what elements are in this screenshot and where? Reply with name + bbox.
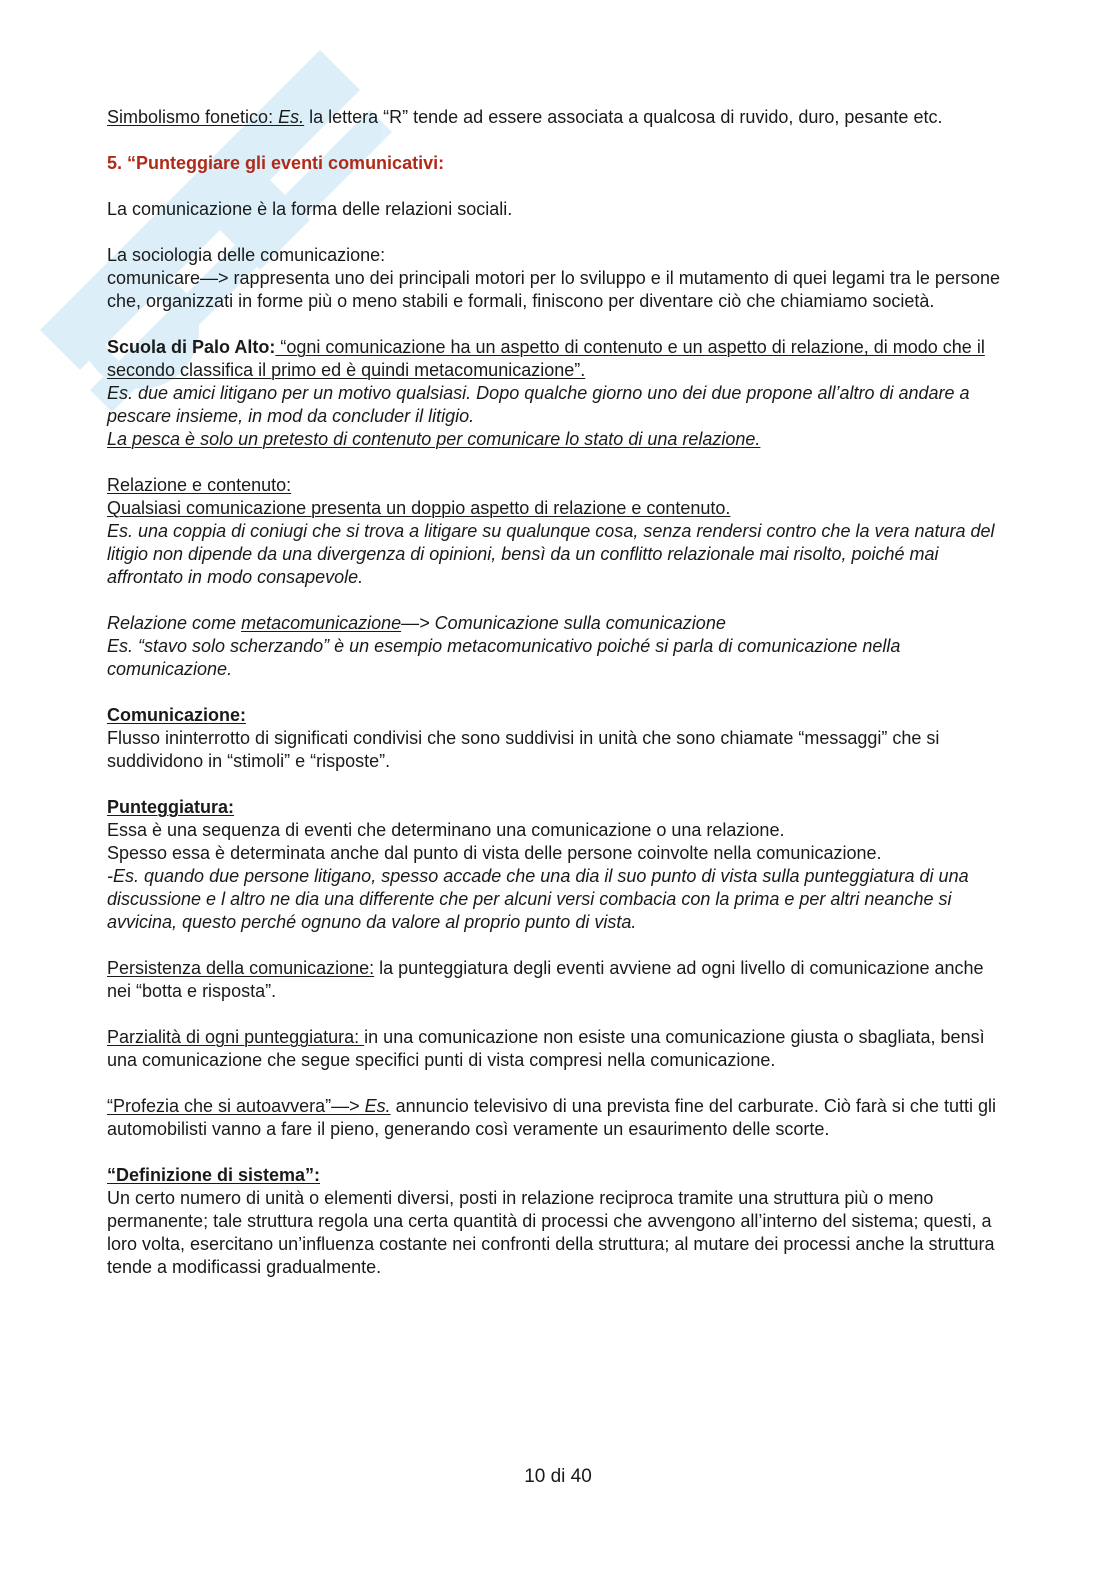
punctuation-line-2: Spesso essa è determinata anche dal punto di vista delle persone coinvolte nella comunicazione. [107, 843, 882, 863]
persistence-text: la punteggiatura degli eventi avviene ad ogni livello di comunicazione anche nei “botta e risposta”. [107, 958, 984, 1001]
relation-content-paragraph [107, 474, 1009, 589]
punctuation-paragraph [107, 796, 1009, 934]
system-text: Un certo numero di unità o elementi diversi, posti in relazione reciproca tramite una struttura più o meno permanente; tale struttura regola una certa quantità di processi che avvengono all’interno del sistema; questi, a loro volta, esercitano un’influenza costante nei confronti della struttura; al mutare dei processi anche la struttura tende a modificassi gradualmente. [107, 1188, 995, 1277]
communication-paragraph [107, 704, 1009, 773]
partiality-paragraph [107, 1026, 1009, 1072]
symbolism-label: Simbolismo fonetico: [107, 107, 274, 127]
communication-title: Comunicazione: [107, 705, 247, 725]
sociology-title: La sociologia delle comunicazione: [107, 245, 386, 265]
page-number: 10 di 40 [524, 1466, 592, 1487]
prophecy-es: Es. [359, 1096, 391, 1116]
palo-alto-label: Scuola di Palo Alto: [107, 337, 276, 357]
palo-alto-conclusion: La pesca è solo un pretesto di contenuto per comunicare lo stato di una relazione. [107, 429, 761, 449]
sociology-text: comunicare—> rappresenta uno dei principali motori per lo sviluppo e il mutamento di quei legami tra le persone che, organizzati in forme più o meno stabili e formali, finiscono per diventare ciò che chiamiamo società. [107, 268, 1000, 311]
palo-alto-example: Es. due amici litigano per un motivo qualsiasi. Dopo qualche giorno uno dei due propone all’altro di andare a pescare insieme, in mod da concluder il litigio. [107, 383, 970, 426]
punctuation-line-1: Essa è una sequenza di eventi che determinano una comunicazione o una relazione. [107, 820, 785, 840]
persistence-label: Persistenza della comunicazione: [107, 958, 375, 978]
prophecy-paragraph [107, 1095, 1009, 1141]
system-paragraph [107, 1164, 1009, 1279]
prophecy-text: annuncio televisivo di una prevista fine del carburate. Ciò farà si che tutti gli automobilisti vanno a fare il pieno, generando così veramente un esaurimento delle scorte. [107, 1096, 996, 1139]
metacommunication-term: metacomunicazione [241, 613, 402, 633]
metacommunication-example: Es. “stavo solo scherzando” è un esempio metacomunicativo poiché si parla di comunicazione nella comunicazione. [107, 636, 901, 679]
system-title: “Definizione di sistema”: [107, 1165, 321, 1185]
symbolism-text: la lettera “R” tende ad essere associata a qualcosa di ruvido, duro, pesante etc. [304, 107, 943, 127]
intro-paragraph: La comunicazione è la forma delle relazioni sociali. [107, 199, 513, 219]
metacommunication-paragraph [107, 612, 1009, 681]
metacommunication-suffix: —> Comunicazione sulla comunicazione [401, 613, 726, 633]
punctuation-title: Punteggiatura: [107, 797, 235, 817]
section-heading: 5. “Punteggiare gli eventi comunicativi: [107, 153, 445, 173]
relation-content-title: Relazione e contenuto: [107, 475, 292, 495]
punctuation-example: -Es. quando due persone litigano, spesso accade che una dia il suo punto di vista sulla punteggiatura di una discussione e l altro ne dia una differente che per alcuni versi combacia con la prima e per altri neanche si avvicina, questo perché ognuno da valore al proprio punto di vista. [107, 866, 969, 932]
metacommunication-prefix: Relazione come [107, 613, 242, 633]
relation-content-example: Es. una coppia di coniugi che si trova a litigare su qualunque cosa, senza rendersi contro che la vera natura del litigio non dipende da una divergenza di opinioni, bensì da un conflitto relazionale mai risolto, poiché mai affrontato in modo consapevole. [107, 521, 995, 587]
symbolism-paragraph [107, 106, 1009, 129]
palo-alto-quote: “ogni comunicazione ha un aspetto di contenuto e un aspetto di relazione, di modo che il secondo classifica il primo ed è quindi metacomunicazione”. [107, 337, 985, 380]
partiality-label: Parzialità di ogni punteggiatura: [107, 1027, 365, 1047]
relation-content-statement: Qualsiasi comunicazione presenta un doppio aspetto di relazione e contenuto. [107, 498, 731, 518]
symbolism-es: Es. [273, 107, 305, 127]
partiality-text: in una comunicazione non esiste una comunicazione giusta o sbagliata, bensì una comunicazione che segue specifici punti di vista compresi nella comunicazione. [107, 1027, 985, 1070]
prophecy-label: “Profezia che si autoavvera”—> [107, 1096, 360, 1116]
document-page [107, 106, 1009, 1302]
communication-text: Flusso ininterrotto di significati condivisi che sono suddivisi in unità che sono chiamate “messaggi” che si suddividono in “stimoli” e “risposte”. [107, 728, 940, 771]
sociology-paragraph [107, 244, 1009, 313]
palo-alto-paragraph [107, 336, 1009, 451]
persistence-paragraph [107, 957, 1009, 1003]
